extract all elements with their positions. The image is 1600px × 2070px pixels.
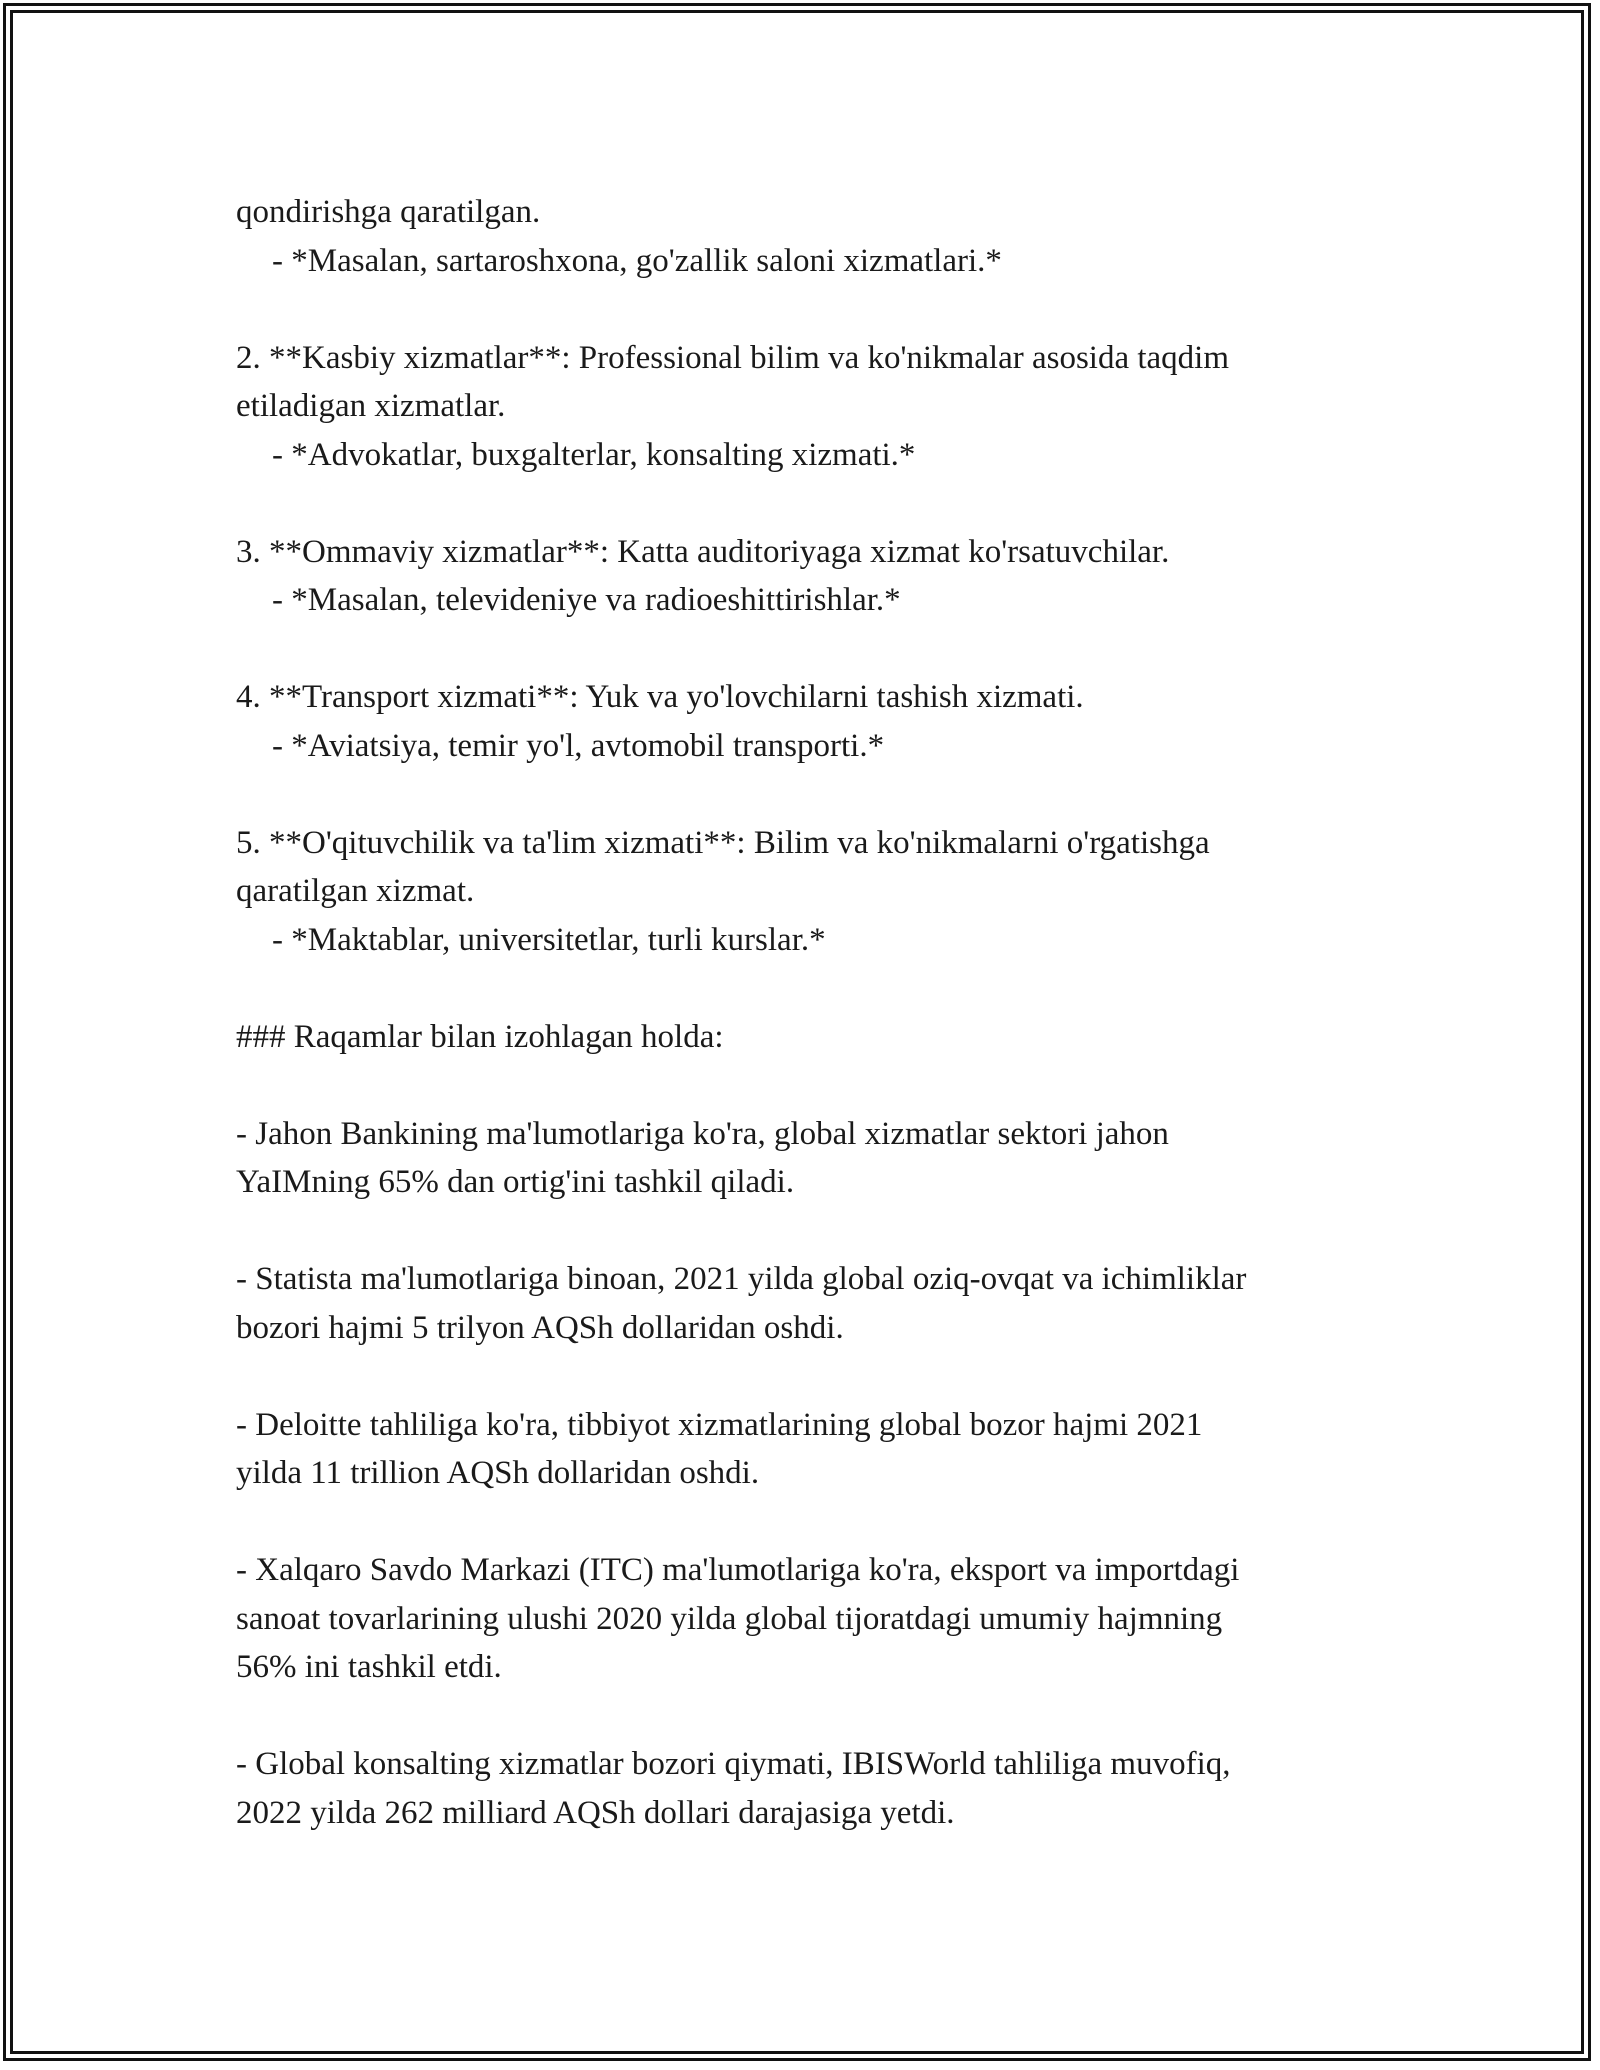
text-line: bozori hajmi 5 trilyon AQSh dollaridan oshdi. [236, 1309, 844, 1346]
text-line: etiladigan xizmatlar. [236, 388, 506, 424]
text-line: 3. **Ommaviy xizmatlar**: Katta auditoriyaga xizmat ko'rsatuvchilar. [236, 533, 1170, 570]
text-line: 4. **Transport xizmati**: Yuk va yo'lovchilarni tashish xizmati. [236, 679, 1084, 715]
example-line: - *Masalan, televideniye va radioeshittirishlar.* [272, 582, 901, 618]
blank-line [236, 1498, 1386, 1547]
blank-line [236, 285, 1386, 334]
text-line: yilda 11 trillion AQSh dollaridan oshdi. [236, 1455, 760, 1491]
text-line: - Jahon Bankining ma'lumotlariga ko'ra, global xizmatlar sektori jahon [236, 1115, 1169, 1152]
document-body [236, 188, 1386, 1837]
text-line: YaIMning 65% dan ortig'ini tashkil qiladi. [236, 1164, 795, 1200]
text-line: 5. **O'qituvchilik va ta'lim xizmati**: Bilim va ko'nikmalarni o'rgatishga [236, 824, 1210, 861]
text-line: 2022 yilda 262 milliard AQSh dollari darajasiga yetdi. [236, 1794, 955, 1831]
blank-line [236, 770, 1386, 819]
example-line: - *Maktablar, universitetlar, turli kurslar.* [272, 921, 826, 958]
text-line: ### Raqamlar bilan izohlagan holda: [236, 1018, 724, 1055]
text-line: 2. **Kasbiy xizmatlar**: Professional bilim va ko'nikmalar asosida taqdim [236, 339, 1230, 376]
text-line: 56% ini tashkil etdi. [236, 1649, 502, 1685]
text-line: - Global konsalting xizmatlar bozori qiymati, IBISWorld tahliliga muvofiq, [236, 1746, 1231, 1782]
example-line: - *Masalan, sartaroshxona, go'zallik saloni xizmatlari.* [272, 242, 1002, 279]
blank-line [236, 1061, 1386, 1110]
text-line: - Deloitte tahliliga ko'ra, tibbiyot xizmatlarining global bozor hajmi 2021 [236, 1406, 1203, 1443]
blank-line [236, 1207, 1386, 1256]
blank-line [236, 1352, 1386, 1401]
text-line: qaratilgan xizmat. [236, 873, 475, 909]
blank-line [236, 479, 1386, 528]
example-line: - *Advokatlar, buxgalterlar, konsalting xizmati.* [272, 436, 916, 473]
text-line: sanoat tovarlarining ulushi 2020 yilda global tijoratdagi umumiy hajmning [236, 1600, 1223, 1637]
blank-line [236, 1692, 1386, 1741]
example-line: - *Aviatsiya, temir yo'l, avtomobil transporti.* [272, 727, 885, 764]
text-line: - Statista ma'lumotlariga binoan, 2021 yilda global oziq-ovqat va ichimliklar [236, 1261, 1247, 1297]
text-line: - Xalqaro Savdo Markazi (ITC) ma'lumotlariga ko'ra, eksport va importdagi [236, 1552, 1240, 1588]
text-line: qondirishga qaratilgan. [236, 194, 541, 230]
blank-line [236, 964, 1386, 1013]
blank-line [236, 625, 1386, 674]
